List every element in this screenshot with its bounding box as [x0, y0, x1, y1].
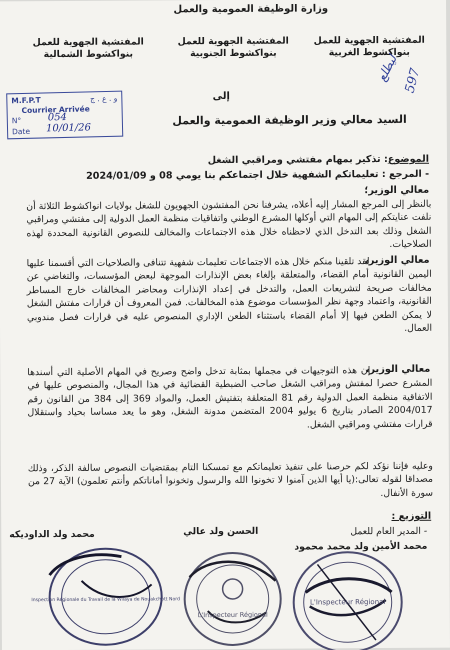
- subject-text: : تذكير بمهام مفتشي ومراقبي الشغل: [207, 153, 388, 167]
- subject-line: [208, 154, 429, 166]
- stamp-arrival-label: Courrier Arrivée: [21, 104, 90, 115]
- stamp-number-label: N°: [11, 115, 22, 126]
- subject-label: الموضوع: [387, 153, 430, 165]
- seal-west-inspectorate: [287, 544, 408, 649]
- salutation-1: معالي الوزير؛: [364, 184, 430, 197]
- addressee: السيد معالي وزير الوظيفة العمومية والعمل: [172, 112, 407, 128]
- paragraph-2: لقد تلقينا منكم خلال هذه الاجتماعات تعليمات شفهية تتنافى والصلاحيات التي أقسمنا عليها اليمين القانونية أمام القضاء، والمتعلقة بإلغاء بعض الإنذارات الموجهة لبعض المؤسسات، والتغاضي عن مخالفات صريحة لتشريعات العمل، والتدخل في إعداد الإنذارات ومحاضر المخالفات خارج المساطر القانونية، واعتماد وجهة نظر المؤسسات موضوع هذه المخالفات. فمن المعروف أن قرارات مفتش الشغل لا يمكن الطعن فيها إلا أمام القضاء باستثناء الطعن الإداري المنصوص عليه في قرارات فصل مندوبي العمال.: [26, 256, 433, 334]
- salutation-3: معالي الوزير،: [365, 363, 431, 376]
- paragraph-4: وعليه فإننا نؤكد لكم حرصنا على تنفيذ تعليماتكم مع تمسكنا التام بمقتضيات النصوص سالفة الذكر، وذلك مصداقا لقوله تعالى:(يا أيها الذين آمنوا لا تخونوا الله والرسول وتخونوا أماناتكم وأنتم تعلمون) الآية 27 من سورة الأنفال.: [27, 460, 434, 499]
- handwritten-number: 597: [402, 66, 424, 95]
- to-label: إلى: [212, 90, 230, 103]
- handwritten-annotation: ليطلع: [374, 52, 400, 84]
- paragraph-1: بالنظر إلى المرجع المشار إليه أعلاه، يشرفنا نحن المفتشون الجهويون للشغل بولايات انواكشوط الثلاثة أن نلفت عنايتكم إلى المهام التي أوكلها المشرع الوطني واتفاقيات منظمة العمل الدولية إلى مفتشي ومراقبي الشغل وذلك بعد التدخل الذي لاحظناه خلال هذه الاجتماعات والمخالف للنصوص القانونية المحددة لهذه الصلاحيات.: [26, 198, 432, 251]
- signatory-2: الحسن ولد عالي: [183, 525, 259, 538]
- stamp-date-label: Date: [11, 126, 31, 137]
- inspectorate-south: المفتشية الجهوية للعمل بنواكشوط الجنوبية: [177, 35, 289, 60]
- seal-2-text: L'Inspecteur Régional: [197, 610, 268, 620]
- seal-south-inspectorate: [177, 547, 288, 648]
- signatory-3: محمد ولد الداوديكه: [9, 528, 95, 541]
- signatory-1: محمد الأمين ولد محمد محمود: [294, 540, 428, 553]
- seal-1-text: L'Inspecteur Régional: [309, 598, 386, 607]
- distribution-label: التوزيع :: [391, 510, 432, 522]
- inspectorate-north: المفتشية الجهوية للعمل بنواكشوط الشمالية: [32, 36, 144, 61]
- ministry-header: وزارة الوظيفة العمومية والعمل: [173, 3, 329, 16]
- stamp-org: M.F.P.T: [11, 95, 41, 106]
- stamp-date-value: 10/01/26: [45, 122, 92, 135]
- distribution-item: - المدير العام للعمل: [350, 525, 428, 538]
- reference-line: - المرجع : تعليماتكم الشفهية خلال اجتماعكم بنا يومي 08 و 2024/01/09: [86, 168, 430, 182]
- stamp-number-value: 054: [47, 111, 67, 124]
- seal-north-inspectorate: [31, 540, 181, 645]
- seal-3-text: Inspection Régionale du Travail de la Wilaya de Nouakchott Nord: [31, 597, 181, 604]
- stamp-arrival-ar: و . ع . ج: [89, 93, 118, 104]
- paragraph-3: إن هذه التوجيهات في مجملها بمثابة تدخل واضح وصريح في المهام الأصلية التي أسندها المشرع حصرا لمفتش ومراقب الشغل صاحب الضبطية القضائية في هذا المجال، والمنصوص عليها في الاتفاقية منظمة العمل الدولية رقم 81 المتعلقة بتفتيش العمل، والمواد 369 إلى 384 من القانون رقم 2004/017 الصادر بتاريخ 6 يوليو 2004 المتضمن مدونة الشغل، وهو ما يعد مساسا بحياد واستقلال قرارات مفتشي ومراقبي الشغل.: [27, 365, 433, 431]
- reception-stamp: [6, 91, 123, 140]
- inspectorate-west: المفتشية الجهوية للعمل بنواكشوط الغربية: [313, 34, 425, 59]
- salutation-2: معالي الوزير،: [364, 254, 430, 267]
